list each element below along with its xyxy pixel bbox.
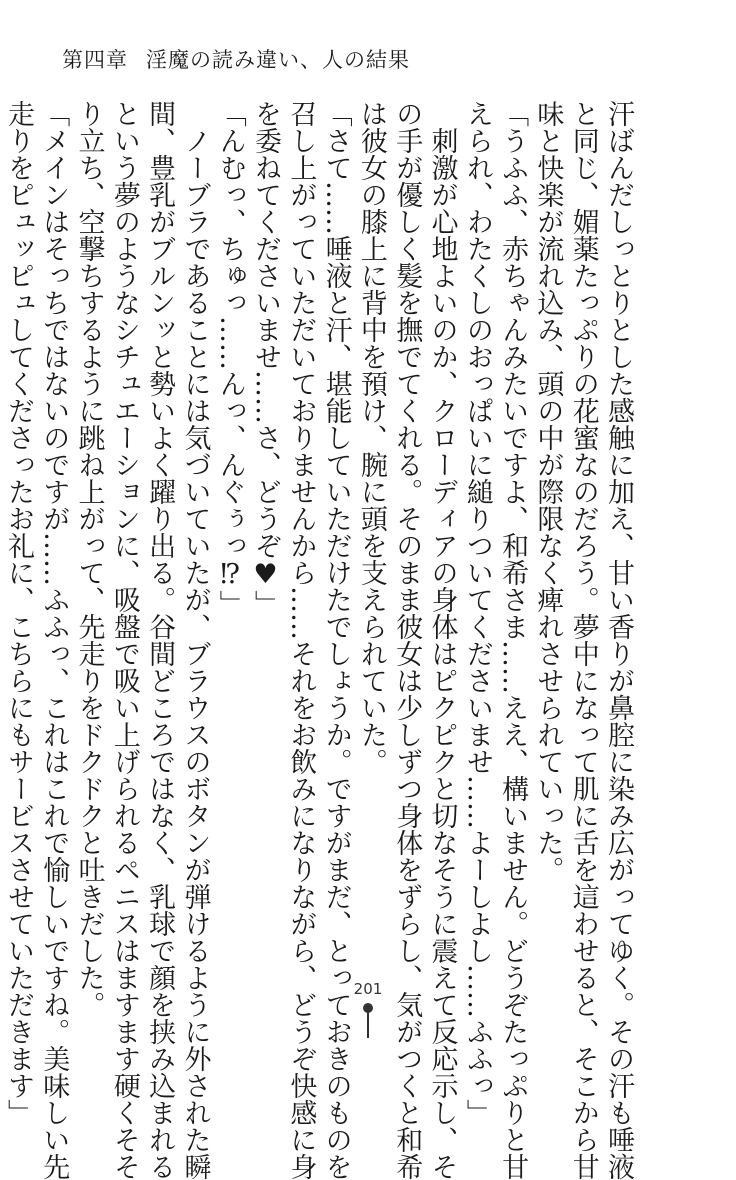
text-line: 「さて……唾液と汗、堪能していただけたでしょうか。ですがまだ、とっておきのものを	[320, 100, 352, 1180]
text-line: 汗ばんだしっとりとした感触に加え、甘い香りが鼻腔に染み広がってゆく。その汗も唾液	[603, 100, 634, 1180]
text-line: を委ねてくださいませ……さ、どうぞ♥」	[250, 100, 282, 617]
text-line: り立ち、空撃ちするように跳ね上がって、先走りをドクドクと吐きだした。	[73, 100, 105, 1018]
chapter-header	[62, 44, 410, 74]
text-line: という夢のようなシチュエーションに、吸盤で吸い上げられるペニスはますます硬くそそ	[108, 100, 140, 1180]
text-line: は彼女の膝上に背中を預け、腕に頭を支えられていた。	[355, 100, 387, 775]
text-line: 「メインはそっちではないのですが……ふふっ、これはこれで愉しいですね。美味しい先	[38, 100, 70, 1180]
text-line: 間、豊乳がブルンッと勢いよく躍り出る。谷間どころではなく、乳球で顔を挟み込まれる	[144, 100, 176, 1180]
text-line: 召し上がっていただいておりませんから……それをお飲みになりながら、どうぞ快感に身	[285, 100, 317, 1180]
page-number: 201	[353, 980, 383, 998]
text-line: の手が優しく髪を撫でてくれる。そのまま彼女は少しずつ身体をずらし、気がつくと和希	[391, 100, 423, 1180]
text-line: えられ、わたくしのおっぱいに縋りついてくださいませ……よーしよし……ふふっ」	[461, 100, 493, 1126]
page-marker-icon	[361, 1003, 375, 1038]
text-line: 味と快楽が流れ込み、頭の中が際限なく痺れさせられていった。	[532, 100, 564, 883]
text-line: ノーブラであることには気づいていたが、ブラウスのボタンが弾けるように外された瞬	[179, 100, 211, 1180]
text-line: 刺激が心地よいのか、クローディアの身体はピクピクと切なそうに震えて反応示し、そ	[426, 100, 458, 1180]
text-line: と同じ、媚薬たっぷりの花蜜なのだろう。夢中になって肌に舌を這わせると、そこから甘	[567, 100, 599, 1180]
chapter-number: 第四章	[62, 48, 128, 72]
page-marker-stem	[367, 1012, 369, 1038]
chapter-title: 淫魔の読み違い、人の結果	[146, 48, 410, 72]
text-line: 「うふふ、赤ちゃんみたいですよ、和希さま……ええ、構いません。どうぞたっぷりと甘	[497, 100, 529, 1180]
text-line: 走りをピュッピュしてくださったお礼に、こちらにもサービスさせていただきます」	[2, 100, 34, 1126]
text-line: 「んむっ、ちゅっ……んっ、んぐぅっ⁉」	[214, 100, 246, 617]
